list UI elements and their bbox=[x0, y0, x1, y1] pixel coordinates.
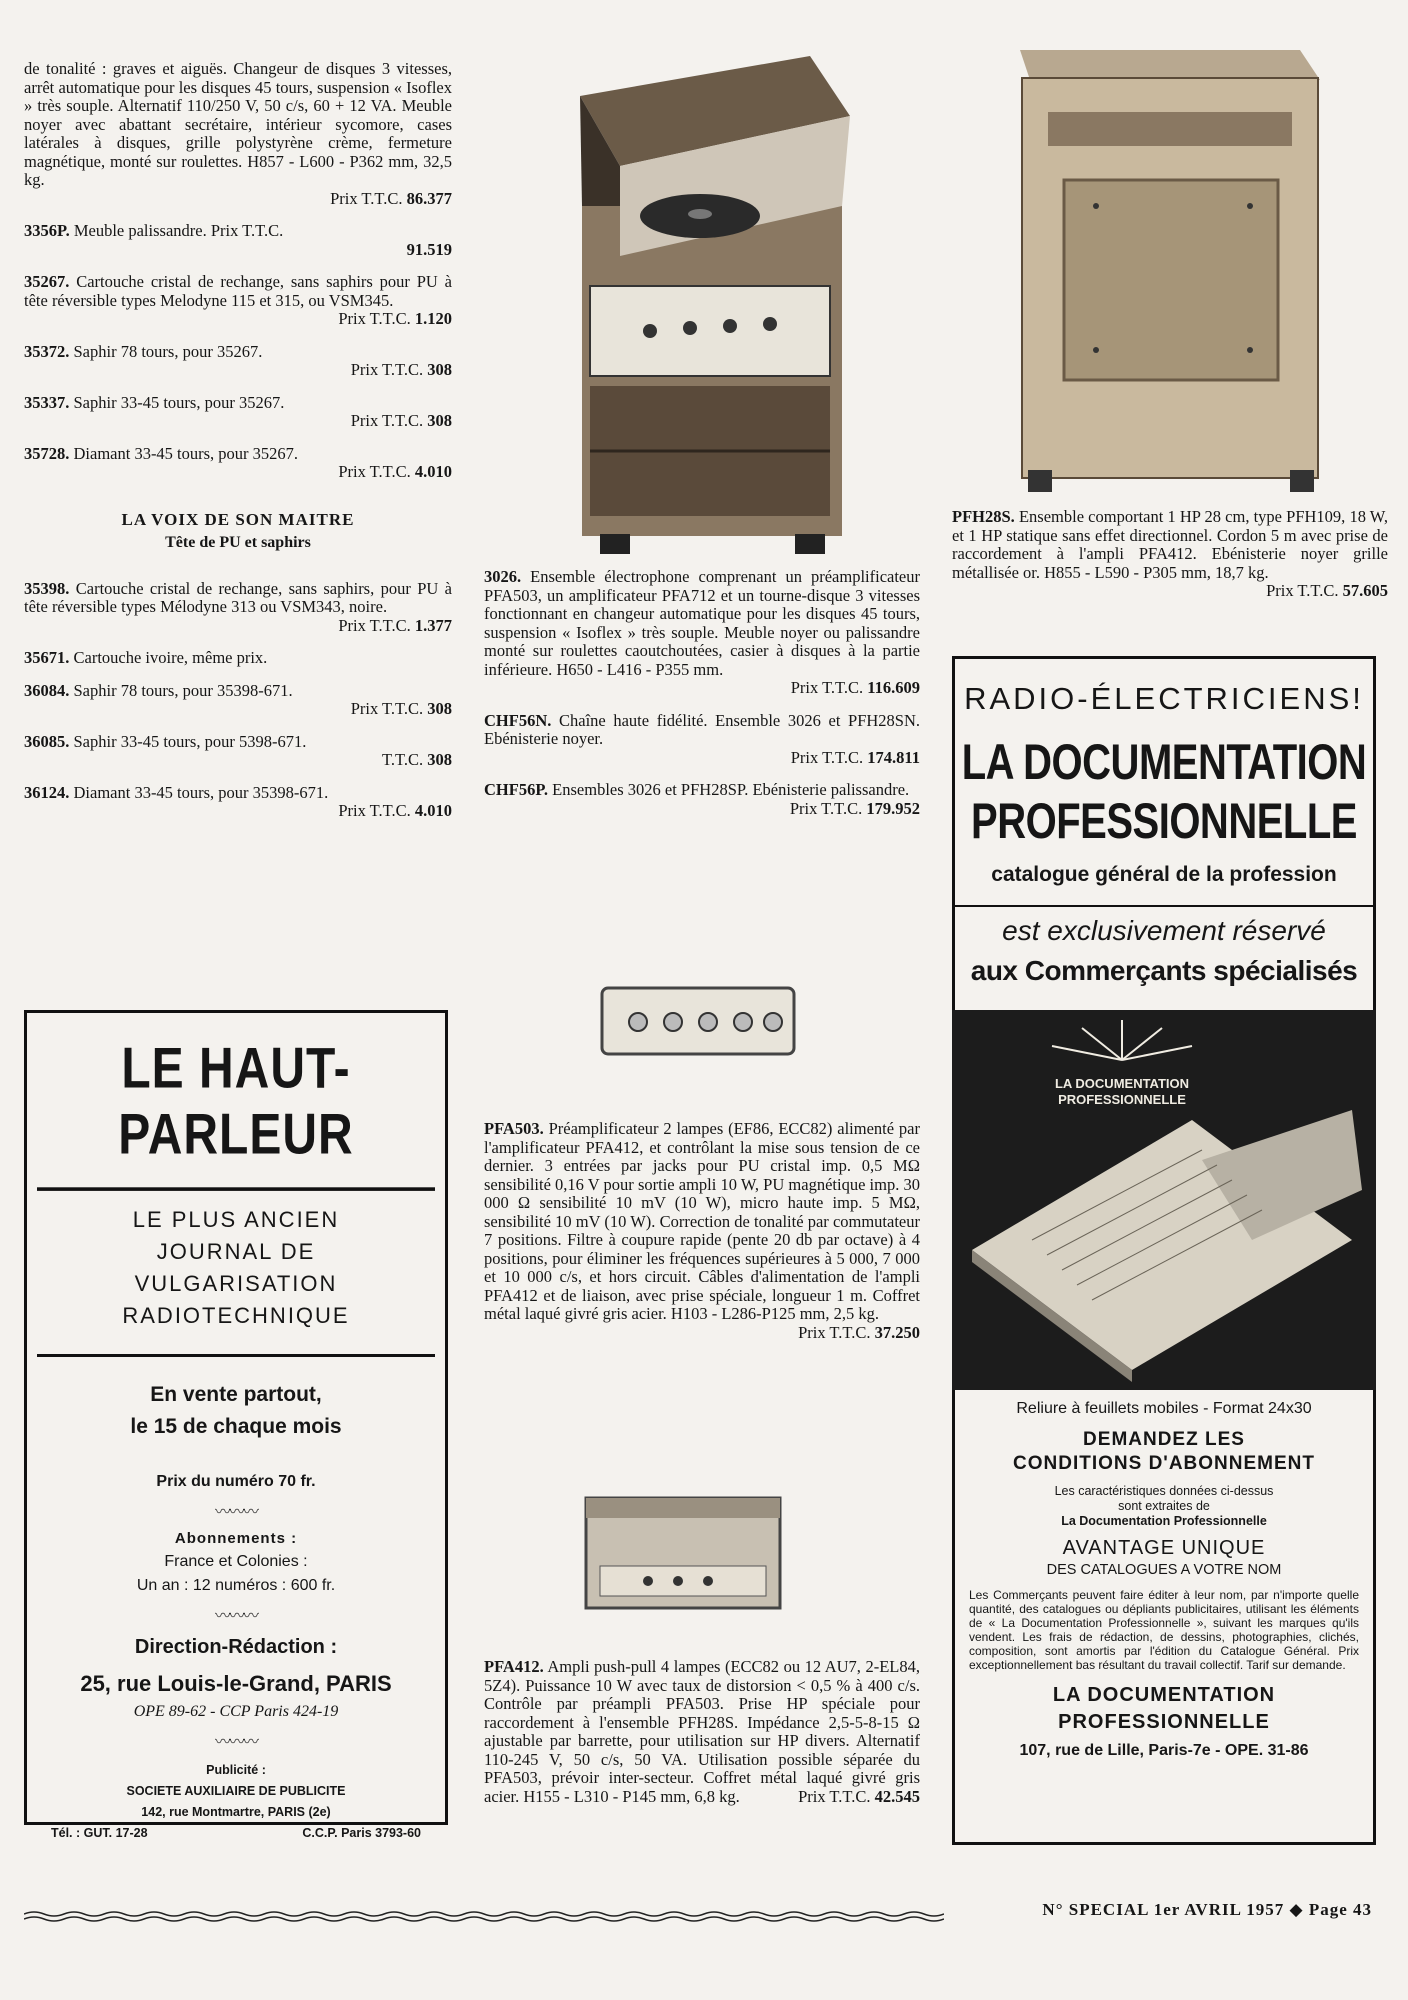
entry-price: Prix T.T.C. 308 bbox=[350, 360, 452, 379]
catalogue-entry bbox=[24, 733, 452, 770]
entry-list-2 bbox=[24, 580, 452, 821]
ad-price: Prix du numéro 70 fr. bbox=[156, 1473, 316, 1490]
entry-price: Prix T.T.C. 1.377 bbox=[338, 615, 452, 635]
source-note: Les caractéristiques données ci-dessus sont extraites de La Documentation Professionnelle bbox=[1054, 1484, 1274, 1528]
ad-line-2: LA DOCUMENTATION bbox=[961, 735, 1367, 791]
column-middle bbox=[484, 568, 920, 832]
entry-text: Ensembles 3026 et PFH28SP. Ebénisterie palissandre. bbox=[552, 780, 910, 799]
entry-price: Prix T.T.C. 179.952 bbox=[789, 798, 920, 818]
documentation-ad bbox=[952, 1390, 1376, 1845]
catalogue-entry bbox=[24, 682, 452, 719]
entry-price: Prix T.T.C. 4.010 bbox=[338, 462, 452, 481]
binder-cover-title-2: PROFESSIONNELLE bbox=[1058, 1092, 1186, 1107]
electrophone-cabinet-image bbox=[560, 56, 860, 566]
intro-entry bbox=[24, 60, 452, 208]
catalogue-entry bbox=[484, 568, 920, 698]
entry-text: Diamant 33-45 tours, pour 35267. bbox=[73, 443, 299, 463]
entry-text: Saphir 33-45 tours, pour 35267. bbox=[73, 392, 285, 412]
subs-line-2: Un an : 12 numéros : 600 fr. bbox=[136, 1577, 336, 1594]
advantage-heading: AVANTAGE UNIQUE bbox=[1062, 1537, 1266, 1559]
intro-text: de tonalité : graves et aiguës. Changeur de disques 3 vitesses, arrêt automatique pour les disques 45 tours, suspension « Isoflex » très souple. Alternatif 110/250 V, 50 c/s, 60 + 12 VA. Meuble noyer avec abattant secrétaire, intérieur sycomore, cases latérales à disques, grille polystyrène crème, fermeture magnétique, monté sur roulettes. H857 - L600 - P362 mm, 32,5 kg. bbox=[24, 59, 452, 189]
pfa503-block bbox=[484, 1120, 920, 1342]
catalogue-entry bbox=[24, 784, 452, 821]
catalogue-entry bbox=[24, 222, 452, 259]
entry-list bbox=[24, 222, 452, 482]
page-footer bbox=[24, 1900, 1384, 1930]
entry-price: Prix T.T.C. 308 bbox=[350, 699, 452, 718]
catalogue-entry bbox=[24, 273, 452, 329]
entry-text: Cartouche cristal de rechange, sans saphirs, pour PU à tête réversible types Mélodyne 313 ou VSM343, noire. bbox=[24, 578, 452, 616]
subscribe-heading: DEMANDEZ LES CONDITIONS D'ABONNEMENT bbox=[1013, 1429, 1315, 1474]
issue-and-page: N° SPECIAL 1er AVRIL 1957 ◆ Page 43 bbox=[1042, 1900, 1372, 1919]
binder-format: Reliure à feuillets mobiles - Format 24x30 bbox=[1016, 1400, 1312, 1417]
entry-code: 35267. bbox=[24, 272, 70, 291]
entry-price: 91.519 bbox=[406, 239, 452, 259]
entry-list bbox=[484, 568, 920, 818]
entry-code: 35728. bbox=[24, 443, 70, 463]
entry-code: 35671. bbox=[24, 648, 70, 667]
entry-price: Prix T.T.C. 1.120 bbox=[338, 309, 452, 328]
entry-text: Saphir 33-45 tours, pour 5398-671. bbox=[73, 731, 307, 751]
subs-line-1: France et Colonies : bbox=[164, 1553, 308, 1570]
entry-text: Cartouche ivoire, même prix. bbox=[73, 648, 268, 667]
pfa412-block bbox=[484, 1658, 920, 1820]
entry-code: 3356P. bbox=[24, 221, 70, 240]
catalogue-entry bbox=[484, 712, 920, 768]
entry-price: Prix T.T.C. 174.811 bbox=[790, 747, 920, 767]
publicity-block: Publicité : SOCIETE AUXILIAIRE DE PUBLICITE 142, rue Montmartre, PARIS (2e) Tél. : GUT. 17-28 C.C.P. Paris 3793-60 bbox=[51, 1763, 421, 1840]
catalogue-entry bbox=[484, 781, 920, 818]
intro-price: Prix T.T.C. 86.377 bbox=[330, 188, 452, 208]
amplifier-image bbox=[578, 1488, 788, 1618]
entry-price: Prix T.T.C. 308 bbox=[350, 411, 452, 430]
column-right bbox=[952, 508, 1388, 601]
wave-ornament: 〰〰〰 bbox=[214, 1734, 257, 1751]
entry-price: T.T.C. 308 bbox=[382, 750, 452, 769]
le-haut-parleur-ad bbox=[24, 1010, 448, 1840]
pfh28s-entry: PFH28S. Ensemble comportant 1 HP 28 cm, type PFH109, 18 W, et 1 HP statique sans effet directionnel. Cordon 5 m avec prise de raccordement à l'ampli PFA412. Ebénisterie noyer grille métallisée or. H855 - L590 - P305 mm, 18,7 kg. Prix T.T.C. 57.605 bbox=[952, 507, 1388, 600]
entry-code: 36085. bbox=[24, 731, 70, 751]
catalogue-entry bbox=[24, 445, 452, 482]
entry-text: Ensemble électrophone comprenant un préamplificateur PFA503, un amplificateur PFA712 et un tourne-disque 3 vitesses fonctionnant en changeur automatique pour les disques 45 tours, suspension « Isoflex » très souple. Meuble noyer ou palissandre monté sur roulettes caoutchoutées, casier à disques à la partie inférieure. H650 - L416 - P355 mm. bbox=[484, 567, 921, 679]
publisher-name: LA DOCUMENTATION PROFESSIONNELLE bbox=[1052, 1684, 1276, 1733]
catalogue-entry bbox=[24, 580, 452, 636]
entry-text: Saphir 78 tours, pour 35398-671. bbox=[73, 680, 293, 700]
catalogue-entry bbox=[24, 394, 452, 431]
speaker-cabinet-image bbox=[1000, 40, 1336, 500]
entry-text: Diamant 33-45 tours, pour 35398-671. bbox=[73, 782, 329, 802]
binder-catalogue-image bbox=[952, 1010, 1376, 1390]
entry-text: Cartouche cristal de rechange, sans saphirs pour PU à tête réversible types Melodyne 115 et 315, ou VSM345. bbox=[24, 272, 452, 310]
advantage-body: Les Commerçants peuvent faire éditer à leur nom, par n'importe quelle quantité, des catalogues ou dépliants publicitaires, utilisant les éléments de « La Documentation Professionnelle », suivant les marques qu'ils vendent. Les frais de rédaction, de dessins, photographies, clichés, composition, sont amortis par l'édition du Catalogue Général. Prix exceptionnellement bas résultant du travail collectif. Tarif sur demande. bbox=[969, 1588, 1359, 1672]
ad-title: LE HAUT-PARLEUR bbox=[37, 1036, 435, 1191]
radio-electriciens-ad bbox=[952, 656, 1376, 1021]
section-heading: LA VOIX DE SON MAITRE bbox=[121, 509, 355, 529]
pfa503-entry: PFA503. Préamplificateur 2 lampes (EF86, ECC82) alimenté par l'amplificateur PFA412, et contrôlant la mise sous tension de ce dernier. 3 entrées par jacks pour PU cristal imp. 0,5 MΩ sensibilité 0,16 V pour sortie ampli 10 W, PU magnétique imp. 30 000 Ω sensibilité 10 mV (10 W), micro haute imp. 5 MΩ, sensibilité 10 mV (10 W). Correction de tonalité par commutateur 7 positions. Filtre à coupure rapide (pente 20 db par octave) à 4 positions, pour éliminer les fréquences supérieures à 5 000, 7 000 et 10 000 c/s, et hors circuit. Câbles d'alimentation de l'ampli PFA412 et de liaison, avec prise spéciale, longueur 1 m. Coffret métal laqué givré gris acier. H103 - L286-P125 mm, 2,5 kg. Prix T.T.C. 37.250 bbox=[484, 1119, 920, 1342]
entry-code: 35398. bbox=[24, 578, 70, 598]
divider bbox=[37, 1354, 435, 1357]
entry-code: 3026. bbox=[484, 567, 522, 586]
entry-code: 36084. bbox=[24, 680, 70, 700]
ad-tagline: LE PLUS ANCIEN JOURNAL DE VULGARISATION RADIOTECHNIQUE bbox=[122, 1207, 350, 1328]
wave-rule bbox=[24, 1910, 944, 1922]
entry-price: Prix T.T.C. 116.609 bbox=[790, 678, 920, 697]
entry-text: Meuble palissandre. Prix T.T.C. bbox=[73, 221, 284, 240]
ad-line-5: est exclusivement réservé bbox=[955, 905, 1373, 947]
entry-code: 35337. bbox=[24, 392, 70, 412]
ad-line-1: RADIO-ÉLECTRICIENS! bbox=[964, 681, 1364, 716]
column-left bbox=[24, 60, 452, 835]
publisher-address: 107, rue de Lille, Paris-7e - OPE. 31-86 bbox=[1019, 1742, 1309, 1759]
direction-phone: OPE 89-62 - CCP Paris 424-19 bbox=[133, 1703, 339, 1720]
wave-ornament: 〰〰〰 bbox=[214, 1504, 257, 1521]
ad-line-4: catalogue général de la profession bbox=[991, 863, 1337, 886]
entry-price: Prix T.T.C. 4.010 bbox=[338, 801, 452, 820]
section-subheading: Tête de PU et saphirs bbox=[165, 533, 311, 551]
entry-text: Saphir 78 tours, pour 35267. bbox=[73, 341, 263, 361]
direction-heading: Direction-Rédaction : bbox=[134, 1636, 338, 1658]
preamplifier-image bbox=[598, 982, 798, 1062]
advantage-subheading: DES CATALOGUES A VOTRE NOM bbox=[1046, 1562, 1282, 1578]
wave-ornament: 〰〰〰 bbox=[214, 1608, 257, 1625]
entry-text: Chaîne haute fidélité. Ensemble 3026 et PFH28SN. Ebénisterie noyer. bbox=[484, 710, 921, 748]
pfa412-entry: PFA412. Ampli push-pull 4 lampes (ECC82 ou 12 AU7, 2-EL84, 5Z4). Puissance 10 W avec taux de distorsion < 0,5 % à 400 c/s. Contrôle par préampli PFA503. Prise HP spéciale pour raccordement à l'ensemble PFH28S. Impédance 2,5-5-8-15 Ω ajustable par barrette, pour utilisation sur HP divers. Alternatif 110-245 V, 50 c/s, 50 VA. Utilisation possible séparée du PFA503, prévoir inter-secteur. Coffret métal laqué givré gris acier. H155 - L310 - P145 mm, 6,8 kg. Prix T.T.C. 42.545 bbox=[484, 1657, 920, 1806]
binder-cover-title-1: LA DOCUMENTATION bbox=[1054, 1076, 1190, 1091]
ad-line-6: aux Commerçants spécialisés bbox=[970, 955, 1358, 986]
entry-code: CHF56P. bbox=[484, 780, 549, 799]
subs-heading: Abonnements : bbox=[174, 1530, 298, 1547]
entry-code: 35372. bbox=[24, 341, 70, 361]
ad-sale-info: En vente partout, le 15 de chaque mois bbox=[130, 1383, 342, 1438]
entry-code: 36124. bbox=[24, 782, 70, 802]
catalogue-entry bbox=[24, 649, 452, 668]
catalogue-entry bbox=[24, 343, 452, 380]
entry-code: CHF56N. bbox=[484, 710, 552, 730]
direction-address: 25, rue Louis-le-Grand, PARIS bbox=[80, 1671, 392, 1696]
ad-line-3: PROFESSIONNELLE bbox=[971, 794, 1357, 850]
